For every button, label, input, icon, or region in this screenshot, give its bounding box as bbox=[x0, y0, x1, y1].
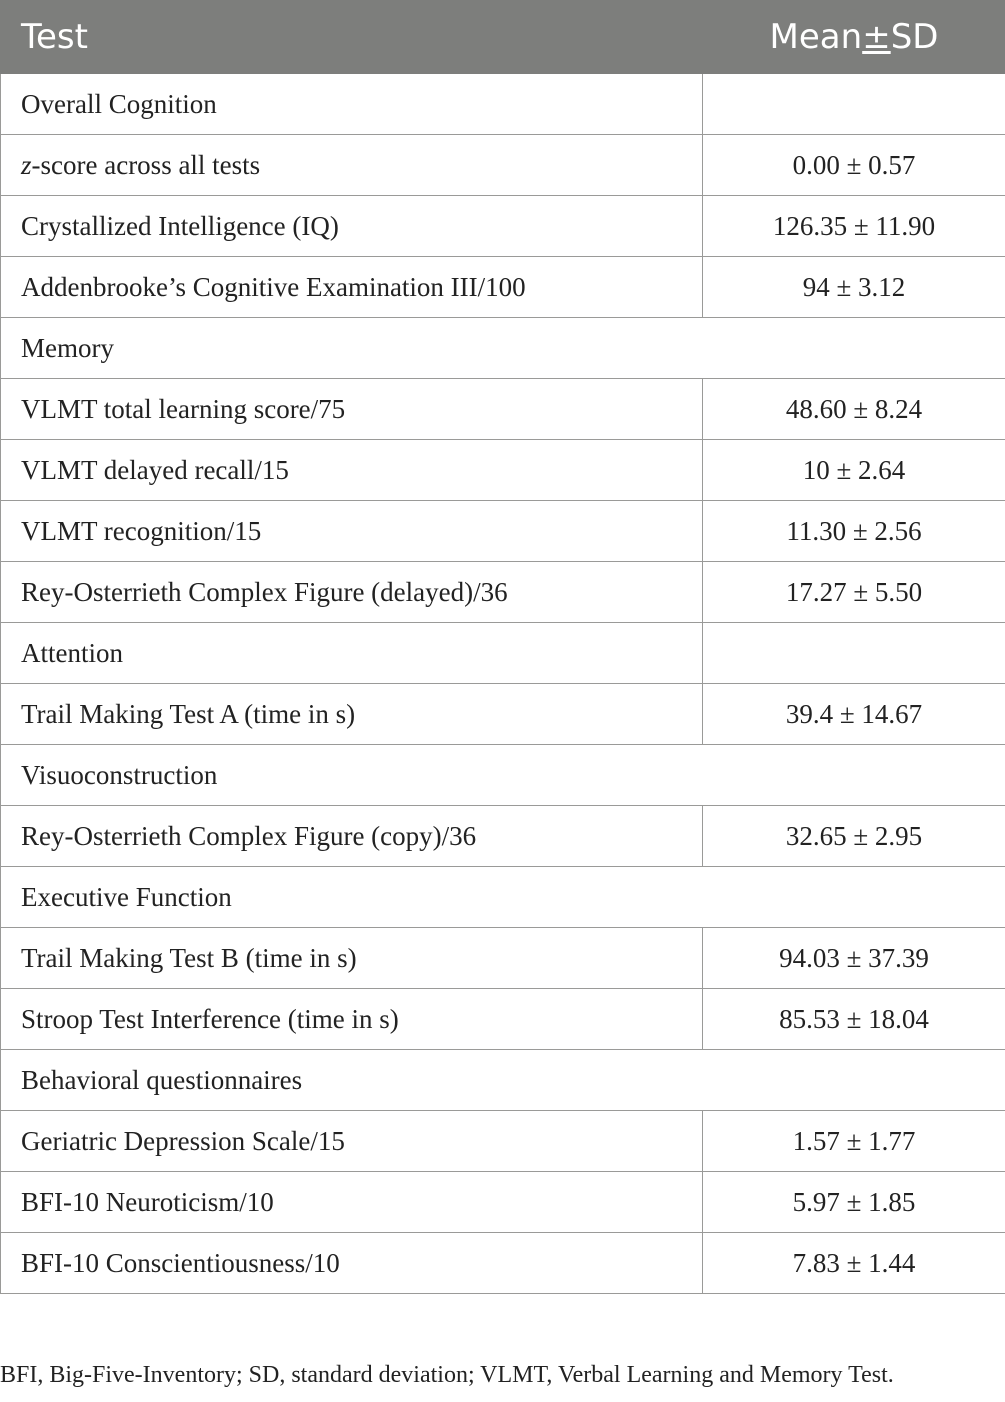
table-header bbox=[1, 1, 1005, 74]
mean-sd-value-cell: 1.57 ± 1.77 bbox=[703, 1111, 1005, 1172]
section-empty-cell bbox=[703, 74, 1005, 135]
table-row bbox=[1, 562, 1005, 623]
test-name-cell: BFI-10 Neuroticism/10 bbox=[1, 1172, 703, 1233]
section-row bbox=[1, 74, 1005, 135]
mean-sd-value-cell: 39.4 ± 14.67 bbox=[703, 684, 1005, 745]
mean-sd-value-cell: 5.97 ± 1.85 bbox=[703, 1172, 1005, 1233]
mean-sd-value-cell: 94.03 ± 37.39 bbox=[703, 928, 1005, 989]
test-name-cell: VLMT recognition/15 bbox=[1, 501, 703, 562]
test-name-italic: z bbox=[21, 149, 32, 180]
mean-sd-value-cell: 7.83 ± 1.44 bbox=[703, 1233, 1005, 1294]
mean-sd-value-cell: 17.27 ± 5.50 bbox=[703, 562, 1005, 623]
section-row bbox=[1, 318, 1005, 379]
test-name-cell: Crystallized Intelligence (IQ) bbox=[1, 196, 703, 257]
table-row bbox=[1, 1233, 1005, 1294]
test-name-cell: VLMT total learning score/75 bbox=[1, 379, 703, 440]
mean-sd-value-cell: 10 ± 2.64 bbox=[703, 440, 1005, 501]
column-header-test: Test bbox=[1, 1, 703, 74]
section-row bbox=[1, 623, 1005, 684]
mean-sd-value-cell: 48.60 ± 8.24 bbox=[703, 379, 1005, 440]
section-label: Visuoconstruction bbox=[1, 745, 1005, 806]
mean-sd-value-cell: 94 ± 3.12 bbox=[703, 257, 1005, 318]
section-label: Overall Cognition bbox=[1, 74, 703, 135]
mean-sd-value-cell: 85.53 ± 18.04 bbox=[703, 989, 1005, 1050]
section-empty-cell bbox=[703, 623, 1005, 684]
table-row bbox=[1, 928, 1005, 989]
table-row bbox=[1, 1111, 1005, 1172]
test-name-cell: VLMT delayed recall/15 bbox=[1, 440, 703, 501]
test-name-cell: Addenbrooke’s Cognitive Examination III/100 bbox=[1, 257, 703, 318]
mean-sd-value-cell: 126.35 ± 11.90 bbox=[703, 196, 1005, 257]
section-label: Memory bbox=[1, 318, 1005, 379]
table-row bbox=[1, 196, 1005, 257]
table-row bbox=[1, 1172, 1005, 1233]
header-row bbox=[1, 1, 1005, 74]
section-label: Executive Function bbox=[1, 867, 1005, 928]
section-row bbox=[1, 1050, 1005, 1111]
table-row bbox=[1, 989, 1005, 1050]
test-name-cell: Rey-Osterrieth Complex Figure (delayed)/36 bbox=[1, 562, 703, 623]
section-row bbox=[1, 867, 1005, 928]
table-row bbox=[1, 257, 1005, 318]
table-row bbox=[1, 379, 1005, 440]
test-name-cell: Rey-Osterrieth Complex Figure (copy)/36 bbox=[1, 806, 703, 867]
header-plusminus-symbol: ± bbox=[862, 17, 891, 57]
table-row bbox=[1, 440, 1005, 501]
test-name-text: -score across all tests bbox=[31, 149, 261, 180]
table-row bbox=[1, 806, 1005, 867]
section-label: Attention bbox=[1, 623, 703, 684]
test-name-cell: Geriatric Depression Scale/15 bbox=[1, 1111, 703, 1172]
header-mean-label: Mean bbox=[769, 17, 863, 57]
table-row bbox=[1, 135, 1005, 196]
test-name-cell: Stroop Test Interference (time in s) bbox=[1, 989, 703, 1050]
table-row bbox=[1, 684, 1005, 745]
test-name-cell: Trail Making Test B (time in s) bbox=[1, 928, 703, 989]
table-footnote: BFI, Big-Five-Inventory; SD, standard deviation; VLMT, Verbal Learning and Memory Test. bbox=[0, 1362, 894, 1388]
column-header-mean-sd bbox=[703, 1, 1005, 74]
header-sd-label: SD bbox=[890, 17, 939, 57]
section-row bbox=[1, 745, 1005, 806]
mean-sd-value-cell: 32.65 ± 2.95 bbox=[703, 806, 1005, 867]
table-row bbox=[1, 501, 1005, 562]
mean-sd-value-cell: 0.00 ± 0.57 bbox=[703, 135, 1005, 196]
table-body bbox=[1, 74, 1005, 1294]
test-name-cell: Trail Making Test A (time in s) bbox=[1, 684, 703, 745]
test-name-cell bbox=[1, 135, 703, 196]
mean-sd-value-cell: 11.30 ± 2.56 bbox=[703, 501, 1005, 562]
section-label: Behavioral questionnaires bbox=[1, 1050, 1005, 1111]
test-name-cell: BFI-10 Conscientiousness/10 bbox=[1, 1233, 703, 1294]
